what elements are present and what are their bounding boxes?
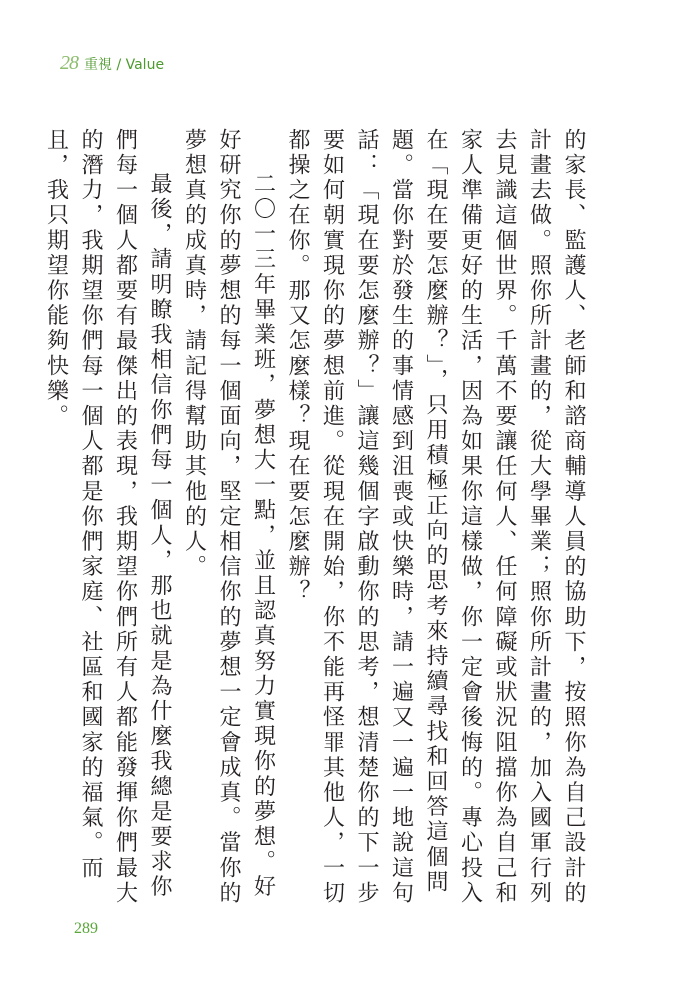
body-text — [38, 128, 590, 908]
paragraph-continuation: 的家長、監護人、老師和諮商輔導人員的協助下，按照你為自己設計的計畫去做。照你所計畫的，從大學畢業；照你所計畫的，加入國軍行列去見識這個世界。千萬不要讓任何人、任何障礙或狀況阻擋你為自己和家人準備更好的生活，因為如果你這樣做，你一定會後悔的。專心投入在「現在要怎麼辦？」，只用積極正向的思考來持續尋找和回答這個問題。當你對於發生的事情感到沮喪或快樂時，請一遍又一遍一地說這句話：「現在要怎麼辦？」讓這幾個字啟動你的思考，想清楚你的下一步要如何朝實現你的夢想前進。從現在開始，你不能再怪罪其他人，一切都操之在你。那又怎麼樣？現在要怎麼辦？ — [285, 128, 586, 907]
chapter-number: 28 — [60, 52, 78, 74]
running-header — [60, 52, 164, 75]
chapter-title: 重視 / Value — [84, 57, 165, 73]
paragraph-finally: 最後，請明瞭我相信你們每一個人，那也就是為什麼我總是要求你們每一個人都要有最傑出的表現，我期望你們所有人都能發揮你們最大的潛力，我期望你們每一個人都是你們家庭、社區和國家的福氣。而且，我只期望你能夠快樂。 — [43, 128, 172, 907]
paragraph-class-of-2013: 二〇一三年畢業班，夢想大一點，並且認真努力實現你的夢想。好好研究你的夢想的每一個面向，堅定相信你的夢想一定會成真。當你的夢想真的成真時，請記得幫助其他的人。 — [181, 128, 276, 907]
page-number: 289 — [74, 920, 98, 937]
